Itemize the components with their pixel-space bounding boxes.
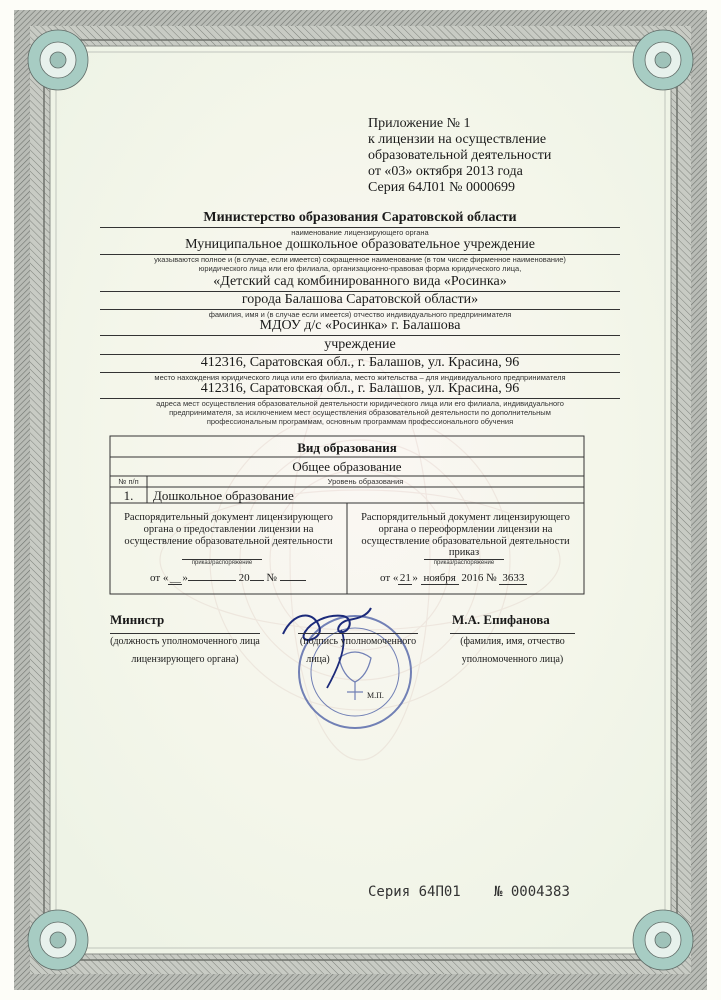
position-caption-2: лицензирующего органа) [131,654,239,665]
right-date-line: от « 21 » ноября 2016 № 3633 [380,572,527,585]
organization-name-2: города Балашова Саратовской области» [241,292,479,307]
appendix-date: от «03» октября 2013 года [368,164,523,179]
col-level-header: Уровень образования [327,477,404,486]
right-doc-caption: приказ/распоряжение [433,560,495,566]
signer-position: Министр [110,612,165,627]
left-doc-line-3: осуществление образовательной деятельности [124,536,333,547]
organization-caption-3: фамилия, имя и (в случае если имеется) отчество индивидуального предпринимателя [208,310,512,319]
right-doc-line-2: органа о переоформлении лицензии на [378,524,553,535]
form-series: Серия 64П01 [368,884,461,900]
left-date-line: от « __ » 20 № [150,572,306,585]
activity-caption-2: предпринимателя, за исключением мест осуществления образовательной деятельности по дополнительным [169,408,551,417]
row-level: Дошкольное образование [153,488,294,503]
row-number: 1. [123,488,134,503]
sign-caption-1: (подпись уполномоченного [299,636,417,647]
table-heading: Вид образования [297,440,397,455]
signer-name: М.А. Епифанова [452,612,550,627]
sign-caption-2: лица) [306,654,330,665]
appendix-line-2: образовательной деятельности [368,148,552,163]
left-doc-line-1: Распорядительный документ лицензирующего [124,512,333,523]
authority-name: Министерство образования Саратовской области [203,210,517,225]
col-number-header: № п/п [118,477,139,486]
organization-type: Муниципальное дошкольное образовательное учреждение [185,237,535,252]
official-stamp [255,600,425,730]
organization-caption-2: юридического лица или его филиала, организационно-правовая форма юридического лица, [198,264,522,273]
appendix-series: Серия 64Л01 № 0000699 [368,180,516,195]
left-doc-caption: приказ/распоряжение [191,560,253,566]
appendix-title: Приложение № 1 [368,116,471,131]
organization-short-name: МДОУ д/с «Росинка» г. Балашова [259,318,461,333]
appendix-line-1: к лицензии на осуществление [368,132,547,147]
authority-caption: наименование лицензирующего органа [291,228,429,237]
name-caption-1: (фамилия, имя, отчество [460,636,565,647]
organization-name-1: «Детский сад комбинированного вида «Росинка» [213,274,507,289]
right-doc-line-3: осуществление образовательной деятельности [361,536,570,547]
address-caption: место нахождения юридического лица или его филиала, место жительства – для индивидуального предпринимателя [154,373,566,382]
organization-caption-1: указываются полное и (в случае, если имеется) сокращенное наименование (в том числе фирменное наименование) [154,255,566,264]
activity-address: 412316, Саратовская обл., г. Балашов, ул. Красина, 96 [200,381,520,396]
education-kind: Общее образование [292,459,402,474]
stamp-label: М.П. [367,691,384,700]
organization-short-type: учреждение [324,337,396,352]
position-caption-1: (должность уполномоченного лица [110,636,260,647]
left-doc-line-2: органа о предоставлении лицензии на [143,524,314,535]
activity-caption-3: профессиональным программам, основным программам профессионального обучения [206,417,514,426]
organization-address: 412316, Саратовская обл., г. Балашов, ул. Красина, 96 [200,355,520,370]
activity-caption-1: адреса мест осуществления образовательной деятельности юридического лица или его филиала, индивидуального [156,399,564,408]
right-doc-line-1: Распорядительный документ лицензирующего [361,512,570,523]
right-doc-kind: приказ [448,547,480,558]
form-number: № 0004383 [494,884,570,900]
name-caption-2: уполномоченного лица) [461,654,564,665]
